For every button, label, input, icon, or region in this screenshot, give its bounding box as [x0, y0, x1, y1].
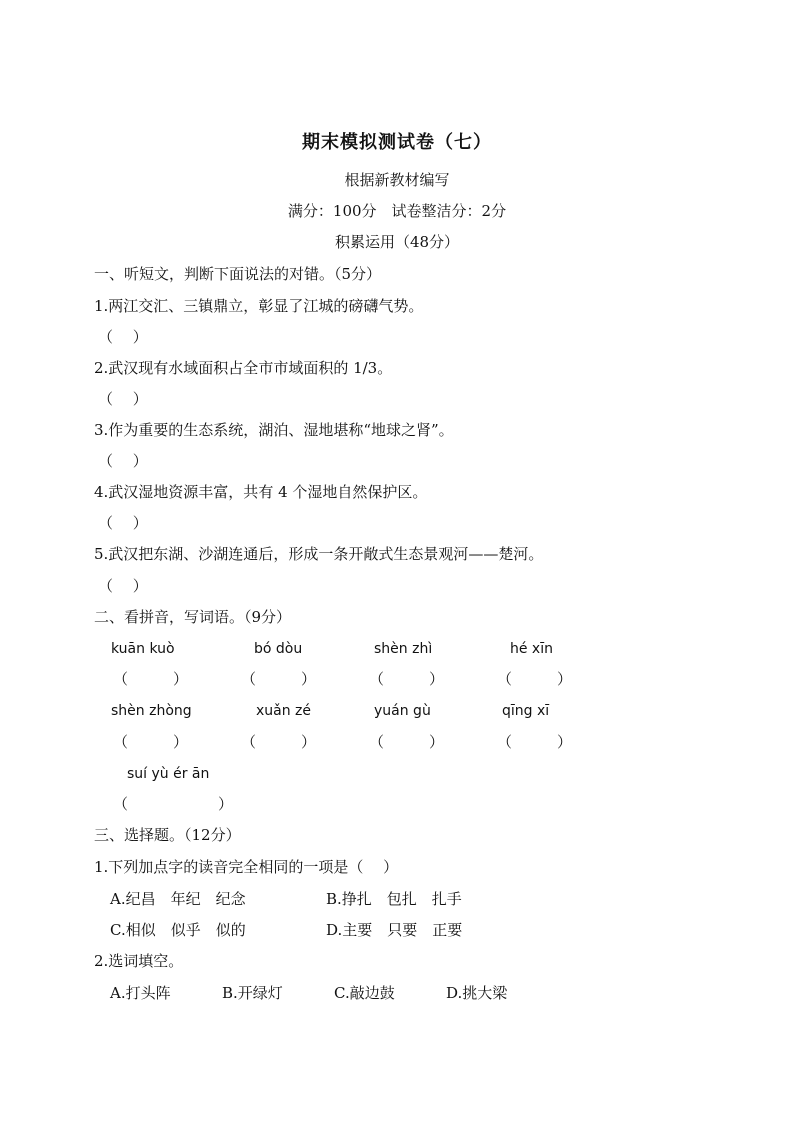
q2-option-c[interactable]: C.敲边鼓 — [334, 984, 395, 1002]
score-info: 满分：100分 试卷整洁分：2分 — [287, 202, 507, 220]
section2-heading: 二、看拼音，写词语。（9分） — [94, 608, 292, 626]
q1-option-a[interactable]: A.纪昌 年纪 纪念 — [110, 890, 246, 908]
question-1: 1.下列加点字的读音完全相同的一项是（ ） — [94, 858, 399, 876]
section1-heading: 一、听短文，判断下面说法的对错。（5分） — [94, 265, 382, 283]
q2-option-d[interactable]: D.挑大梁 — [446, 984, 508, 1002]
pinyin-3: shèn zhì — [374, 641, 433, 657]
section1-item-4: 4.武汉湿地资源丰富，共有 4 个湿地自然保护区。 — [94, 483, 428, 501]
word-blank-5[interactable]: （ ） — [113, 733, 189, 751]
q1-option-b[interactable]: B.挣扎 包扎 扎手 — [326, 890, 462, 908]
part-title: 积累运用（48分） — [334, 233, 460, 251]
answer-blank-2[interactable]: （ ） — [98, 390, 148, 408]
pinyin-1: kuān kuò — [111, 641, 175, 657]
word-blank-2[interactable]: （ ） — [241, 670, 317, 688]
word-blank-8[interactable]: （ ） — [497, 733, 573, 751]
answer-blank-1[interactable]: （ ） — [98, 328, 148, 346]
q1-option-d[interactable]: D.主要 只要 正要 — [326, 921, 463, 939]
answer-blank-5[interactable]: （ ） — [98, 577, 148, 595]
word-blank-4[interactable]: （ ） — [497, 670, 573, 688]
section1-item-5: 5.武汉把东湖、沙湖连通后，形成一条开敞式生态景观河——楚河。 — [94, 545, 544, 563]
exam-title: 期末模拟测试卷（七） — [302, 132, 492, 153]
pinyin-8: qīng xī — [502, 703, 550, 719]
pinyin-4: hé xīn — [510, 641, 553, 657]
section1-item-1: 1.两江交汇、三镇鼎立，彰显了江城的磅礴气势。 — [94, 297, 424, 315]
q2-option-a[interactable]: A.打头阵 — [110, 984, 171, 1002]
question-2: 2.选词填空。 — [94, 952, 184, 970]
section3-heading: 三、选择题。（12分） — [94, 826, 241, 844]
word-blank-6[interactable]: （ ） — [241, 733, 317, 751]
word-blank-9[interactable]: （ ） — [113, 795, 234, 813]
pinyin-2: bó dòu — [254, 641, 303, 657]
pinyin-7: yuán gù — [374, 703, 431, 719]
pinyin-5: shèn zhòng — [111, 703, 192, 719]
word-blank-1[interactable]: （ ） — [113, 670, 189, 688]
word-blank-3[interactable]: （ ） — [369, 670, 445, 688]
answer-blank-3[interactable]: （ ） — [98, 452, 148, 470]
answer-blank-4[interactable]: （ ） — [98, 514, 148, 532]
q1-option-c[interactable]: C.相似 似乎 似的 — [110, 921, 246, 939]
q2-option-b[interactable]: B.开绿灯 — [222, 984, 283, 1002]
section1-item-2: 2.武汉现有水域面积占全市市域面积的 1/3。 — [94, 359, 393, 377]
word-blank-7[interactable]: （ ） — [369, 733, 445, 751]
pinyin-6: xuǎn zé — [256, 703, 312, 719]
exam-subtitle: 根据新教材编写 — [344, 171, 450, 189]
section1-item-3: 3.作为重要的生态系统，湖泊、湿地堪称“地球之肾”。 — [94, 421, 454, 439]
pinyin-9: suí yù ér ān — [127, 766, 210, 782]
